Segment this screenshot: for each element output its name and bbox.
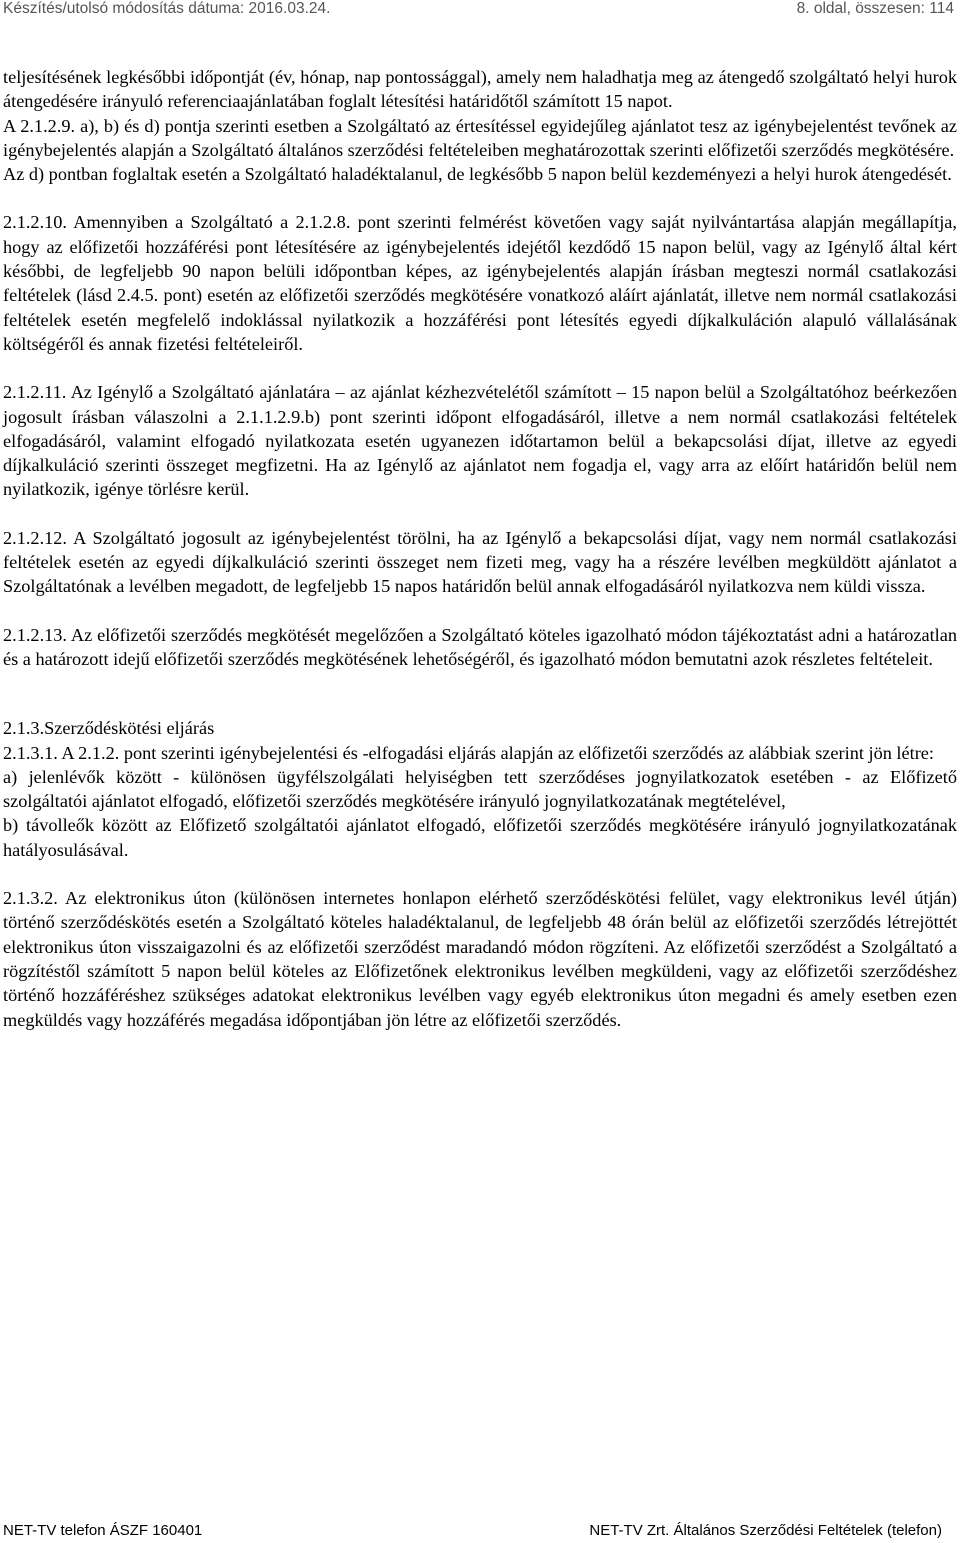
- paragraph-continuation: teljesítésének legkésőbbi időpontját (év, hónap, nap pontossággal), amely nem haladhatja meg az átengedő szolgáltató helyi hurok átengedésére irányuló referenciaajánlatában foglalt létesítési határidőtől számított 15 napot.: [3, 67, 957, 112]
- paragraph-d-point: Az d) pontban foglaltak esetén a Szolgáltató haladéktalanul, de legkésőbb 5 napon belül kezdeményezi a helyi hurok átengedését.: [3, 164, 952, 185]
- paragraph-2-1-2-13: 2.1.2.13. Az előfizetői szerződés megkötését megelőzően a Szolgáltató köteles igazolható módon tájékoztatást adni a határozatlan és a határozott idejű előfizetői szerződés megkötésének lehetőségéről, és igazolható módon bemutatni azok részletes feltételeit.: [3, 624, 957, 669]
- footer-document-title: NET-TV Zrt. Általános Szerződési Feltételek (telefon): [589, 1522, 942, 1539]
- header-page-number: 8. oldal, összesen: 114: [796, 0, 954, 17]
- paragraph-item-b: b) távolleők között az Előfizető szolgáltatói ajánlatot elfogadó, előfizetői szerződés megkötésére irányuló jognyilatkozatának hatályosulásával.: [3, 815, 957, 860]
- page-footer: [3, 1522, 942, 1542]
- paragraph-item-a: a) jelenlévők között - különösen ügyfélszolgálati helyiségben tett szerződéses jognyilatkozatok esetében - az Előfizető szolgáltatói ajánlatot elfogadó, előfizetői szerződés megkötésére irányuló jognyilatkozatának megtételével,: [3, 766, 957, 812]
- paragraph-2-1-2-10: 2.1.2.10. Amennyiben a Szolgáltató a 2.1.2.8. pont szerinti felmérést követően vagy saját nyilvántartása alapján megállapítja, hogy az előfizetői hozzáférési pont létesítésére az igénybejelentés idejétől kezdődő 15 napon belül, vagy az Igénylő által kért későbbi, de legfeljebb 90 napon belüli időpontban képes, az igénybejelentés alapján írásban megteszi normál csatlakozási feltételek (lásd 2.4.5. pont) esetén az előfizetői szerződés megkötésére vonatkozó aláírt ajánlatát, illetve nem normál csatlakozási feltételek esetén megfelelő indoklással nyilatkozik a hozzáférési pont létesítés egyedi díjkalkuláción alapuló vállalásának költségéről és annak fizetési feltételeiről.: [3, 212, 957, 354]
- paragraph-2-1-3-1: 2.1.3.1. A 2.1.2. pont szerinti igénybejelentési és -elfogadási eljárás alapján az előfizetői szerződés az alábbiak szerint jön létre:: [3, 742, 934, 763]
- paragraph-2-1-2-11: 2.1.2.11. Az Igénylő a Szolgáltató ajánlatára – az ajánlat kézhezvételétől számított – 15 napon belül a Szolgáltatóhoz beérkezően jogosult írásban válaszolni a 2.1.1.2.9.b) pont szerinti időpont elfogadásáról, illetve a nem normál csatlakozási feltételek elfogadásáról, valamint elfogadó nyilatkozata esetén ugyanezen időtartamon belül a bekapcsolási díjat, illetve az egyedi díjkalkuláció szerinti összeget megfizetni. Ha az Igénylő az ajánlatot nem fogadja el, vagy arra az előírt határidőn belül nem nyilatkozik, igénye törlésre kerül.: [3, 382, 957, 500]
- footer-document-id: NET-TV telefon ÁSZF 160401: [3, 1522, 203, 1539]
- paragraph-2-1-3-2: 2.1.3.2. Az elektronikus úton (különösen internetes honlapon elérhető szerződéskötési felület, vagy elektronikus levél útján) történő szerződéskötés esetén a Szolgáltató köteles haladéktalanul, de legfeljebb 48 órán belül az előfizetői szerződés létrejöttét elektronikus úton visszaigazolni és az előfizetői szerződést maradandó módon rögzíteni. Az előfizetői szerződést a Szolgáltató a rögzítéstől számított 5 napon belül köteles az Előfizetőnek elektronikus levélben megküldeni, vagy az előfizetői szerződéshez történő hozzáféréshez szükséges adatokat elektronikus levélben vagy egyéb elektronikus úton megadni és amely esetben ezen megküldés vagy hozzáférés megadása időpontjában jön létre az előfizetői szerződés.: [3, 888, 957, 1030]
- document-body: [3, 65, 957, 1032]
- paragraph-2-1-2-12: 2.1.2.12. A Szolgáltató jogosult az igénybejelentést törölni, ha az Igénylő a bekapcsolási díjat, vagy nem normál csatlakozási feltételek esetén az egyedi díjkalkuláció szerinti összeget nem fizeti meg, vagy ha a részére levélben megküldött ajánlatot a Szolgáltatónak a levélben megadott, de legfeljebb 15 napos határidőn belül annak elfogadásáról nyilatkozva nem küldi vissza.: [3, 527, 957, 597]
- header-date: Készítés/utolsó módosítás dátuma: 2016.03.24.: [3, 0, 331, 17]
- paragraph-2-1-2-9: A 2.1.2.9. a), b) és d) pontja szerinti esetben a Szolgáltató az értesítéssel egyidejűleg ajánlatot tesz az igénybejelentést tevőnek az igénybejelentés alapján a Szolgáltató általános szerződési feltételeiben meghatározottak szerinti előfizetői szerződés megkötésére.: [3, 115, 957, 160]
- section-heading-2-1-3: 2.1.3.Szerződéskötési eljárás: [3, 718, 215, 739]
- page-header: [3, 0, 954, 22]
